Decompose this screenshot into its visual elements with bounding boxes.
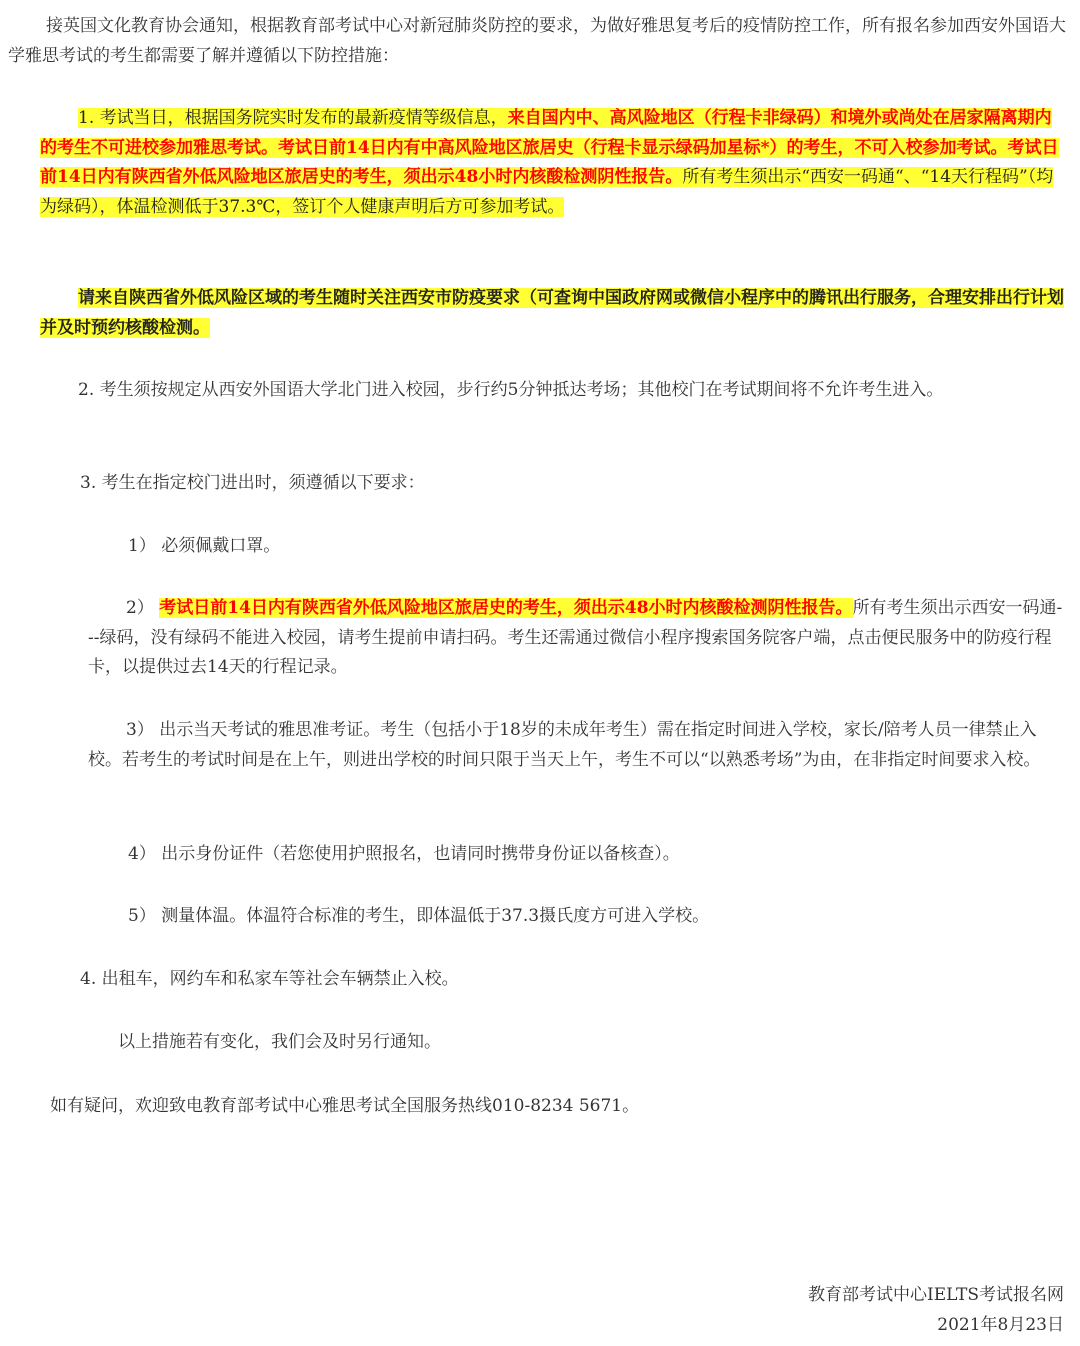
hotline-paragraph: 如有疑问，欢迎致电教育部考试中心雅思考试全国服务热线010-8234 5671。 xyxy=(50,1096,640,1116)
intro-paragraph: 接英国文化教育协会通知，根据教育部考试中心对新冠肺炎防控的要求，为做好雅思复考后的疫情防控工作，所有报名参加西安外国语大学雅思考试的考生都需要了解并遵循以下防控措施： xyxy=(8,16,1066,66)
sub-item-3: 3） 出示当天考试的雅思准考证。考生（包括小于18岁的未成年考生）需在指定时间进入学校，家长/陪考人员一律禁止入校。若考生的考试时间是在上午，则进出学校的时间只限于当天上午，考生不可以“以熟悉考场”为由，在非指定时间要求入校。 xyxy=(88,720,1041,770)
sub-item-5: 5） 测量体温。体温符合标准的考生，即体温低于37.3摄氏度方可进入学校。 xyxy=(128,906,710,926)
item-3-paragraph: 3. 考生在指定校门进出时，须遵循以下要求： xyxy=(80,473,425,493)
sub-item-4: 4） 出示身份证件（若您使用护照报名，也请同时携带身份证以备核查）。 xyxy=(128,844,680,864)
item-1-intro: 1. 考试当日，根据国务院实时发布的最新疫情等级信息， xyxy=(78,108,508,128)
sub-item-1: 1） 必须佩戴口罩。 xyxy=(128,536,281,556)
item-1-requirements: 所有考生须出示“西安一码通“、“14天行程码”（均为绿码），体温检测低于37.3℃，签订个人健康声明后方可参加考试。 xyxy=(40,167,1054,217)
change-note: 以上措施若有变化，我们会及时另行通知。 xyxy=(118,1032,441,1052)
travel-notice-paragraph xyxy=(40,284,1068,343)
item-1-paragraph xyxy=(40,104,1068,222)
item-2-paragraph: 2. 考生须按规定从西安外国语大学北门进入校园，步行约5分钟抵达考场；其他校门在考试期间将不允许考生进入。 xyxy=(78,380,944,400)
travel-notice-text: 请来自陕西省外低风险区域的考生随时关注西安市防疫要求（可查询中国政府网或微信小程序中的腾讯出行服务，合理安排出行计划并及时预约核酸检测。 xyxy=(40,288,1064,338)
item-1-restriction: 来自国内中、高风险地区（行程卡非绿码）和境外或尚处在居家隔离期内的考生不可进校参加雅思考试。考试日前14日内有中高风险地区旅居史（行程卡显示绿码加星标*）的考生，不可入校参加考试。考试日前14日内有陕西省外低风险地区旅居史的考生，须出示48小时内核酸检测阴性报告。 xyxy=(40,108,1059,187)
sub-item-2-number: 2） xyxy=(126,598,160,618)
signature-date: 2021年8月23日 xyxy=(937,1315,1064,1335)
sub-item-2-text: 所有考生须出示西安一码通---绿码，没有绿码不能进入校园，请考生提前申请扫码。考生还需通过微信小程序搜索国务院客户端，点击便民服务中的防疫行程卡，以提供过去14天的行程记录。 xyxy=(88,598,1063,677)
sub-item-2-restriction: 考试日前14日内有陕西省外低风险地区旅居史的考生，须出示48小时内核酸检测阴性报告。 xyxy=(159,598,853,618)
signature-org: 教育部考试中心IELTS考试报名网 xyxy=(807,1285,1064,1305)
sub-item-2 xyxy=(88,594,1068,683)
item-4-paragraph: 4. 出租车，网约车和私家车等社会车辆禁止入校。 xyxy=(80,969,459,989)
